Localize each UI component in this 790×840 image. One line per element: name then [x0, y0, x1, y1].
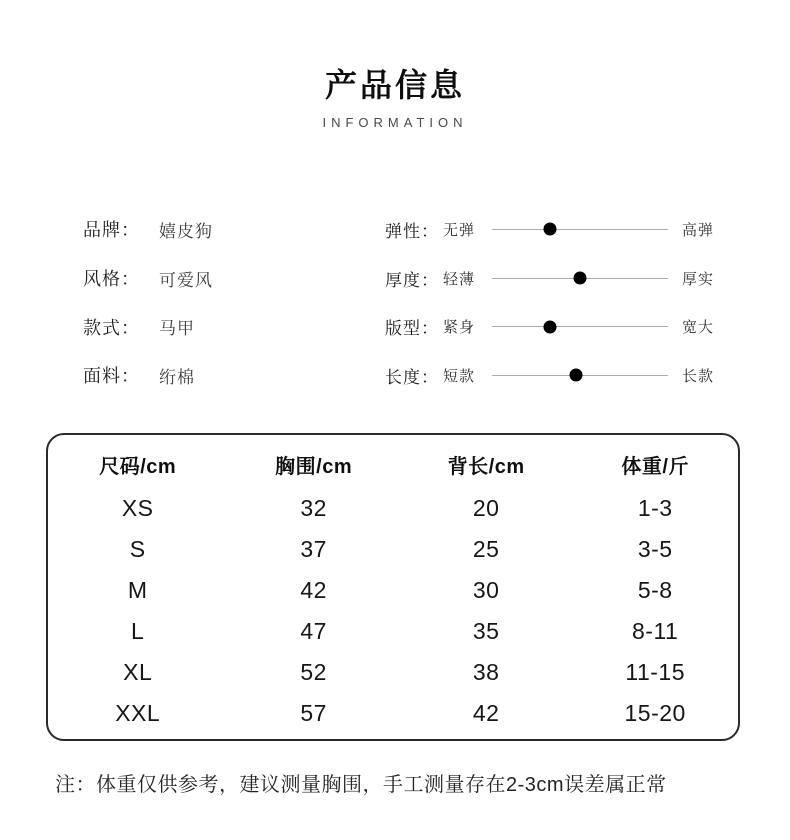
- slider-track: [492, 278, 668, 279]
- attribute-label: 风格：: [83, 269, 140, 290]
- slider-label: 厚度：: [385, 270, 439, 290]
- table-cell-back-length: 25: [472, 536, 500, 562]
- slider-label: 长度：: [385, 367, 439, 387]
- attribute-value: 马甲: [159, 319, 195, 339]
- page-header: [0, 60, 790, 130]
- attribute-label: 品牌：: [83, 220, 140, 241]
- attribute-row-type: [83, 302, 213, 351]
- slider-track: [492, 375, 668, 376]
- slider-row-elasticity: [385, 205, 714, 254]
- size-chart: [46, 433, 740, 741]
- slider-row-fit: [385, 302, 714, 351]
- measurement-note: 注：体重仅供参考，建议测量胸围，手工测量存在2-3cm误差属正常: [55, 774, 667, 796]
- attribute-value: 可爱风: [159, 270, 213, 290]
- attribute-value: 绗棉: [159, 367, 195, 387]
- table-cell-size: M: [127, 577, 148, 603]
- size-chart-table: [48, 440, 738, 734]
- table-cell-weight: 15-20: [624, 700, 686, 726]
- slider-min-label: 轻薄: [443, 270, 476, 288]
- table-cell-size: S: [129, 536, 146, 562]
- attribute-value: 嬉皮狗: [159, 221, 213, 241]
- table-cell-back-length: 20: [472, 495, 500, 521]
- table-cell-size: XL: [123, 659, 153, 685]
- page-title: 产品信息: [324, 67, 465, 103]
- table-cell-chest: 57: [300, 700, 327, 726]
- column-header-weight: 体重/斤: [621, 455, 689, 478]
- slider-row-length: [385, 351, 714, 400]
- attributes-section: [0, 205, 790, 401]
- slider-max-label: 宽大: [682, 319, 715, 337]
- table-cell-weight: 1-3: [637, 495, 673, 521]
- slider-min-label: 无弹: [443, 221, 476, 239]
- table-cell-chest: 37: [300, 536, 327, 562]
- slider-list: [385, 205, 714, 400]
- table-cell-weight: 5-8: [637, 577, 673, 603]
- slider-row-thickness: [385, 254, 714, 303]
- slider-dot: [574, 272, 587, 285]
- attribute-row-fabric: [83, 351, 213, 400]
- slider-label: 弹性：: [385, 221, 439, 241]
- slider-min-label: 短款: [443, 367, 476, 385]
- table-cell-chest: 42: [300, 577, 327, 603]
- attribute-row-style: [83, 254, 213, 303]
- table-cell-weight: 11-15: [625, 659, 685, 685]
- table-cell-chest: 52: [300, 659, 327, 685]
- slider-label: 版型：: [385, 319, 439, 339]
- table-cell-weight: 3-5: [637, 536, 673, 562]
- attribute-row-brand: [83, 205, 213, 254]
- table-cell-back-length: 38: [472, 659, 500, 685]
- slider-max-label: 长款: [682, 367, 715, 385]
- table-cell-size: XS: [121, 495, 154, 521]
- slider-dot: [570, 369, 583, 382]
- table-cell-back-length: 35: [472, 618, 500, 644]
- column-header-back-length: 背长/cm: [447, 455, 525, 478]
- table-cell-size: XXL: [115, 700, 161, 726]
- attribute-label: 面料：: [83, 366, 140, 387]
- column-header-chest: 胸围/cm: [275, 455, 353, 478]
- table-cell-size: L: [131, 618, 145, 644]
- slider-track: [492, 326, 668, 327]
- slider-min-label: 紧身: [443, 319, 476, 337]
- slider-track: [492, 229, 668, 230]
- column-header-size: 尺码/cm: [99, 455, 177, 478]
- table-cell-back-length: 30: [472, 577, 500, 603]
- attribute-label: 款式：: [83, 317, 140, 338]
- slider-dot: [544, 320, 557, 333]
- table-cell-weight: 8-11: [632, 618, 679, 644]
- attribute-list: [83, 205, 213, 400]
- table-cell-back-length: 42: [472, 700, 500, 726]
- slider-max-label: 高弹: [682, 221, 715, 239]
- slider-dot: [544, 223, 557, 236]
- table-cell-chest: 47: [300, 618, 327, 644]
- table-cell-chest: 32: [300, 495, 327, 521]
- slider-max-label: 厚实: [682, 270, 715, 288]
- page-subtitle: INFORMATION: [322, 115, 468, 130]
